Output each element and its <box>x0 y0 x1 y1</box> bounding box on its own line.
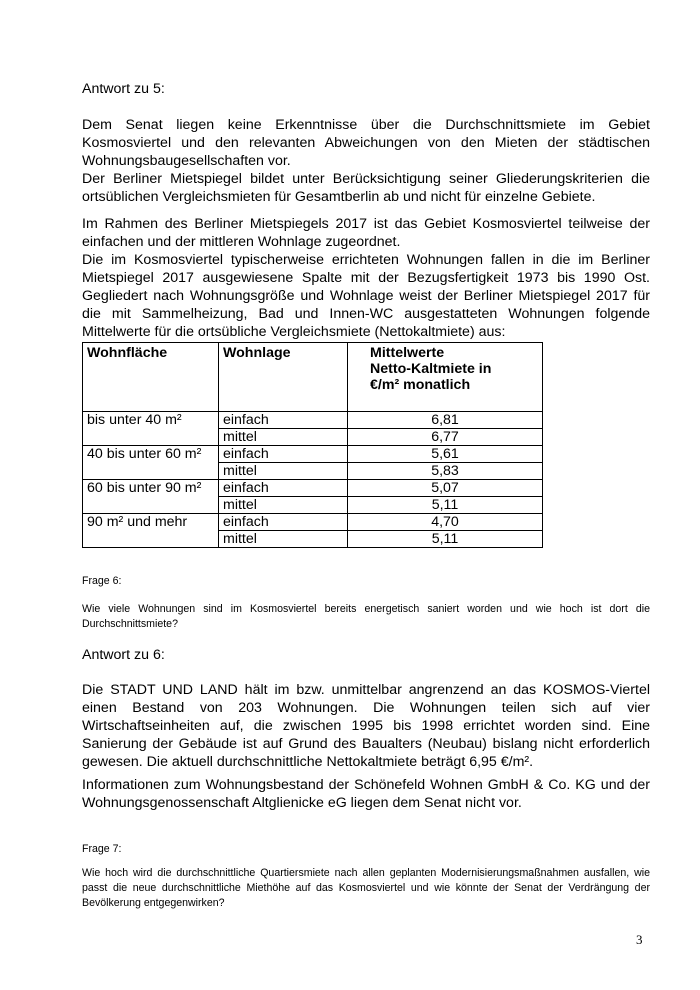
answer5-para4: Die im Kosmosviertel typischerweise errichteten Wohnungen fallen in die im Berliner Mietspiegel 2017 ausgewiesene Spalte mit der Bezugsfertigkeit 1973 bis 1990 Ost. Gegliedert nach Wohnungsgröße und Wohnlage weist der Berliner Mietspiegel 2017 für die mit Sammelheizung, Bad und Innen-WC ausgestatteten Wohnungen folgende Mittelwerte für die ortsübliche Vergleichsmiete (Nettokaltmiete) aus: <box>82 252 650 340</box>
area-cell: 60 bis unter 90 m² <box>83 480 219 514</box>
question6-text: Wie viele Wohnungen sind im Kosmosviertel bereits energetisch saniert worden und wie hoch ist dort die Durchschnittsmiete? <box>82 603 650 630</box>
answer5-para3: Im Rahmen des Berliner Mietspiegels 2017 ist das Gebiet Kosmosviertel teilweise der einfachen und der mittleren Wohnlage zugeordnet. <box>82 216 650 250</box>
lage-cell: mittel <box>219 531 348 548</box>
value-cell: 5,61 <box>348 446 543 463</box>
header-wohnlage: Wohnlage <box>219 343 348 412</box>
value-cell: 5,11 <box>348 531 543 548</box>
header-mittelwerte <box>348 343 543 412</box>
answer6-para2: Informationen zum Wohnungsbestand der Schönefeld Wohnen GmbH & Co. KG und der Wohnungsgenossenschaft Altglienicke eG liegen dem Senat nicht vor. <box>82 777 650 811</box>
answer6-para1: Die STADT UND LAND hält im bzw. unmittelbar angrenzend an das KOSMOS-Viertel einen Bestand von 203 Wohnungen. Die Wohnungen teilen sich auf vier Wirtschaftseinheiten auf, die zwischen 1995 bis 1998 errichtet worden sind. Eine Sanierung der Gebäude ist auf Grund des Baualters (Neubau) bislang nicht erforderlich gewesen. Die aktuell durchschnittliche Nettokaltmiete beträgt 6,95 €/m². <box>82 682 650 770</box>
area-cell: 40 bis unter 60 m² <box>83 446 219 480</box>
table-row <box>83 446 543 463</box>
answer5-para1: Dem Senat liegen keine Erkenntnisse über die Durchschnittsmiete im Gebiet Kosmosviertel und den relevanten Abweichungen von den Mieten der städtischen Wohnungsbaugesellschaften vor. <box>82 117 650 169</box>
area-cell: bis unter 40 m² <box>83 412 219 446</box>
value-cell: 5,07 <box>348 480 543 497</box>
value-cell: 5,11 <box>348 497 543 514</box>
area-cell: 90 m² und mehr <box>83 514 219 548</box>
question7-label: Frage 7: <box>82 843 122 855</box>
table-row <box>83 514 543 531</box>
lage-cell: einfach <box>219 446 348 463</box>
lage-cell: mittel <box>219 497 348 514</box>
lage-cell: einfach <box>219 412 348 429</box>
value-cell: 6,81 <box>348 412 543 429</box>
page-number: 3 <box>636 932 643 947</box>
header-mittelwerte-line2: Netto-Kaltmiete in <box>370 361 492 377</box>
header-mittelwerte-line1: Mittelwerte <box>370 345 445 361</box>
table-header-row <box>83 343 543 412</box>
lage-cell: einfach <box>219 480 348 497</box>
table-row <box>83 412 543 429</box>
header-mittelwerte-line3: €/m² monatlich <box>370 377 471 393</box>
question7-text: Wie hoch wird die durchschnittliche Quartiersmiete nach allen geplanten Modernisierungsmaßnahmen ausfallen, wie passt die neue durchschnittliche Miethöhe auf das Kosmosviertel und wie könnte der Senat der Verdrängung der Bevölkerung entgegenwirken? <box>82 867 650 909</box>
lage-cell: mittel <box>219 429 348 446</box>
lage-cell: mittel <box>219 463 348 480</box>
question6-label: Frage 6: <box>82 575 122 587</box>
answer6-heading: Antwort zu 6: <box>82 647 165 663</box>
answer5-para2: Der Berliner Mietspiegel bildet unter Berücksichtigung seiner Gliederungskriterien die ortsüblichen Vergleichsmieten für Gesamtberlin ab und nicht für einzelne Gebiete. <box>82 171 650 205</box>
value-cell: 6,77 <box>348 429 543 446</box>
value-cell: 4,70 <box>348 514 543 531</box>
lage-cell: einfach <box>219 514 348 531</box>
answer5-heading: Antwort zu 5: <box>82 81 165 97</box>
value-cell: 5,83 <box>348 463 543 480</box>
rent-table <box>82 342 543 548</box>
table-row <box>83 480 543 497</box>
header-wohnflaeche: Wohnfläche <box>83 343 219 412</box>
